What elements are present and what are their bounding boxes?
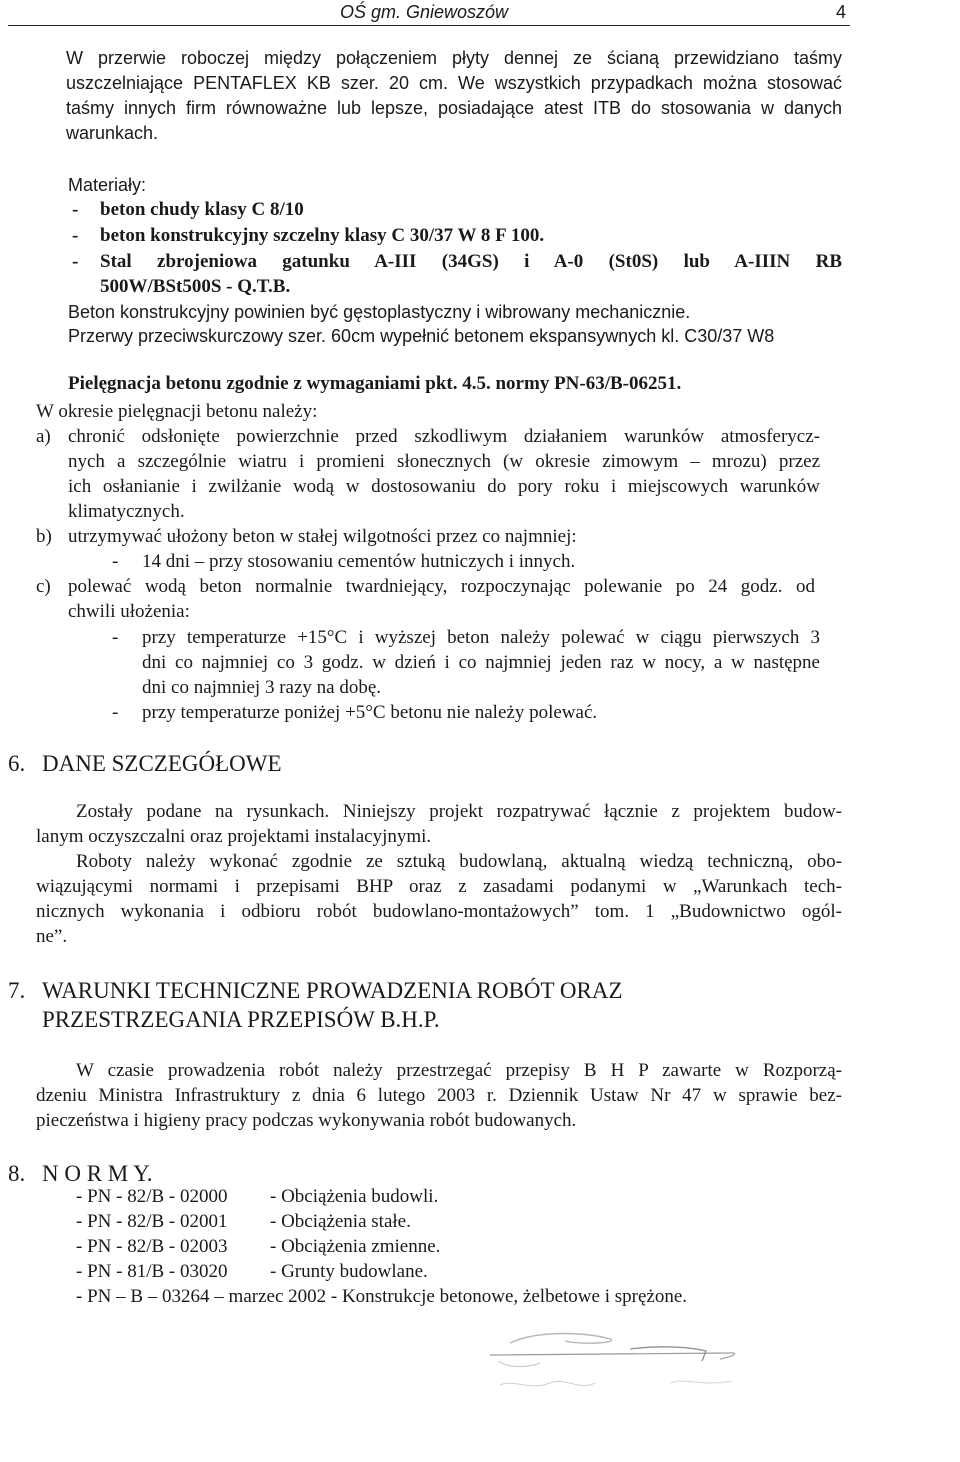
item-b-sub: 14 dni – przy stosowaniu cementów hutniczych i innych.	[142, 551, 576, 572]
intro-line: warunkach.	[66, 123, 159, 143]
care-heading: Pielęgnacja betonu zgodnie z wymaganiami pkt. 4.5. normy PN-63/B-06251.	[68, 373, 682, 394]
intro-line: W przerwie roboczej między połączeniem płyty dennej ze ścianą przewidziano taśmy	[66, 48, 842, 68]
norm-desc: - Obciążenia stałe.	[270, 1211, 411, 1232]
material-item: Stal zbrojeniowa gatunku A-III (34GS) i A-0 (St0S) lub A-IIIN RB	[100, 251, 842, 272]
item-c-sub: dni co najmniej 3 razy na dobę.	[142, 677, 382, 698]
section-paragraph-line: wiązującymi normami i przepisami BHP oraz z zasadami podanymi w „Warunkach tech-	[36, 876, 842, 897]
section-number: 6.	[8, 751, 26, 776]
norm-desc: - Obciążenia zmienne.	[270, 1236, 441, 1257]
item-c-sub: przy temperaturze +15°C i wyższej beton należy polewać w ciągu pierwszych 3	[142, 627, 820, 648]
item-marker: c)	[36, 576, 51, 597]
list-dash: -	[72, 251, 79, 272]
section-paragraph-line: Zostały podane na rysunkach. Niniejszy projekt rozpatrywać łącznie z projektem budow-	[76, 801, 842, 822]
norm-code: - PN - 82/B - 02001	[76, 1211, 228, 1232]
item-marker: b)	[36, 526, 52, 547]
header-rule	[8, 25, 850, 26]
norm-desc: - Grunty budowlane.	[270, 1261, 428, 1282]
item-b-line: utrzymywać ułożony beton w stałej wilgotności przez co najmniej:	[68, 526, 577, 547]
section-paragraph-line: pieczeństwa i higieny pracy podczas wykonywania robót budowanych.	[36, 1110, 577, 1131]
intro-line: uszczelniające PENTAFLEX KB szer. 20 cm. We wszystkich przypadkach można stosować	[66, 73, 842, 93]
material-item-cont: 500W/BSt500S - Q.T.B.	[100, 276, 291, 297]
section-title: DANE SZCZEGÓŁOWE	[42, 751, 282, 776]
materials-label: Materiały:	[68, 175, 147, 195]
care-intro: W okresie pielęgnacji betonu należy:	[36, 401, 318, 422]
signature-mark	[470, 1325, 770, 1405]
section-paragraph-line: nicznych wykonania i odbioru robót budowlano-montażowych” tom. 1 „Budownictwo ogól-	[36, 901, 842, 922]
section-number: 7.	[8, 978, 26, 1003]
list-dash: -	[112, 702, 119, 723]
item-a-line: ich osłanianie i zwilżanie wodą w dostosowaniu do pory roku i miejscowych warunków	[68, 476, 820, 497]
item-a-line: chronić odsłonięte powierzchnie przed szkodliwym działaniem warunków atmosferycz-	[68, 426, 820, 447]
section-paragraph-line: dzeniu Ministra Infrastruktury z dnia 6 lutego 2003 r. Dziennik Ustaw Nr 47 w sprawie bez-	[36, 1085, 842, 1106]
norm-code: - PN - 82/B - 02000	[76, 1186, 228, 1207]
section-title: WARUNKI TECHNICZNE PROWADZENIA ROBÓT ORAZ	[42, 978, 623, 1003]
section-paragraph-line: Roboty należy wykonać zgodnie ze sztuką budowlaną, aktualną wiedzą techniczną, obo-	[76, 851, 842, 872]
material-item: beton konstrukcyjny szczelny klasy C 30/37 W 8 F 100.	[100, 225, 545, 246]
list-dash: -	[72, 199, 79, 220]
norm-desc: - Obciążenia budowli.	[270, 1186, 439, 1207]
list-dash: -	[72, 225, 79, 246]
material-note: Przerwy przeciwskurczowy szer. 60cm wypełnić betonem ekspansywnych kl. C30/37 W8	[68, 326, 775, 346]
section-title: PRZESTRZEGANIA PRZEPISÓW B.H.P.	[42, 1007, 440, 1032]
item-c-sub: przy temperaturze poniżej +5°C betonu nie należy polewać.	[142, 702, 598, 723]
section-paragraph-line: lanym oczyszczalni oraz projektami instalacyjnymi.	[36, 826, 432, 847]
item-a-line: klimatycznych.	[68, 501, 185, 522]
norm-code: - PN - 82/B - 02003	[76, 1236, 228, 1257]
section-paragraph-line: W czasie prowadzenia robót należy przestrzegać przepisy B H P zawarte w Rozporzą-	[76, 1060, 842, 1081]
list-dash: -	[112, 551, 119, 572]
material-item: beton chudy klasy C 8/10	[100, 199, 304, 220]
list-dash: -	[112, 627, 119, 648]
norm-code: - PN - 81/B - 03020	[76, 1261, 228, 1282]
section-title: N O R M Y.	[42, 1161, 153, 1186]
item-c-line: polewać wodą beton normalnie twardniejący, rozpoczynając polewanie po 24 godz. od	[68, 576, 815, 597]
item-a-line: nych a szczególnie wiatru i promieni słonecznych (w okresie zimowym – mrozu) przez	[68, 451, 820, 472]
item-c-sub: dni co najmniej co 3 godz. w dzień i co najmniej jeden raz w nocy, a w następne	[142, 652, 820, 673]
item-c-line: chwili ułożenia:	[68, 601, 190, 622]
norm-last: - PN – B – 03264 – marzec 2002 - Konstrukcje betonowe, żelbetowe i sprężone.	[76, 1286, 687, 1307]
section-paragraph-line: ne”.	[36, 926, 68, 947]
running-header-title: OŚ gm. Gniewoszów	[340, 2, 509, 22]
item-marker: a)	[36, 426, 51, 447]
section-number: 8.	[8, 1161, 26, 1186]
material-note: Beton konstrukcyjny powinien być gęstoplastyczny i wibrowany mechanicznie.	[68, 302, 691, 322]
intro-line: taśmy innych firm równoważne lub lepsze, posiadające atest ITB do stosowania w danych	[66, 98, 842, 118]
page-number: 4	[836, 2, 847, 22]
